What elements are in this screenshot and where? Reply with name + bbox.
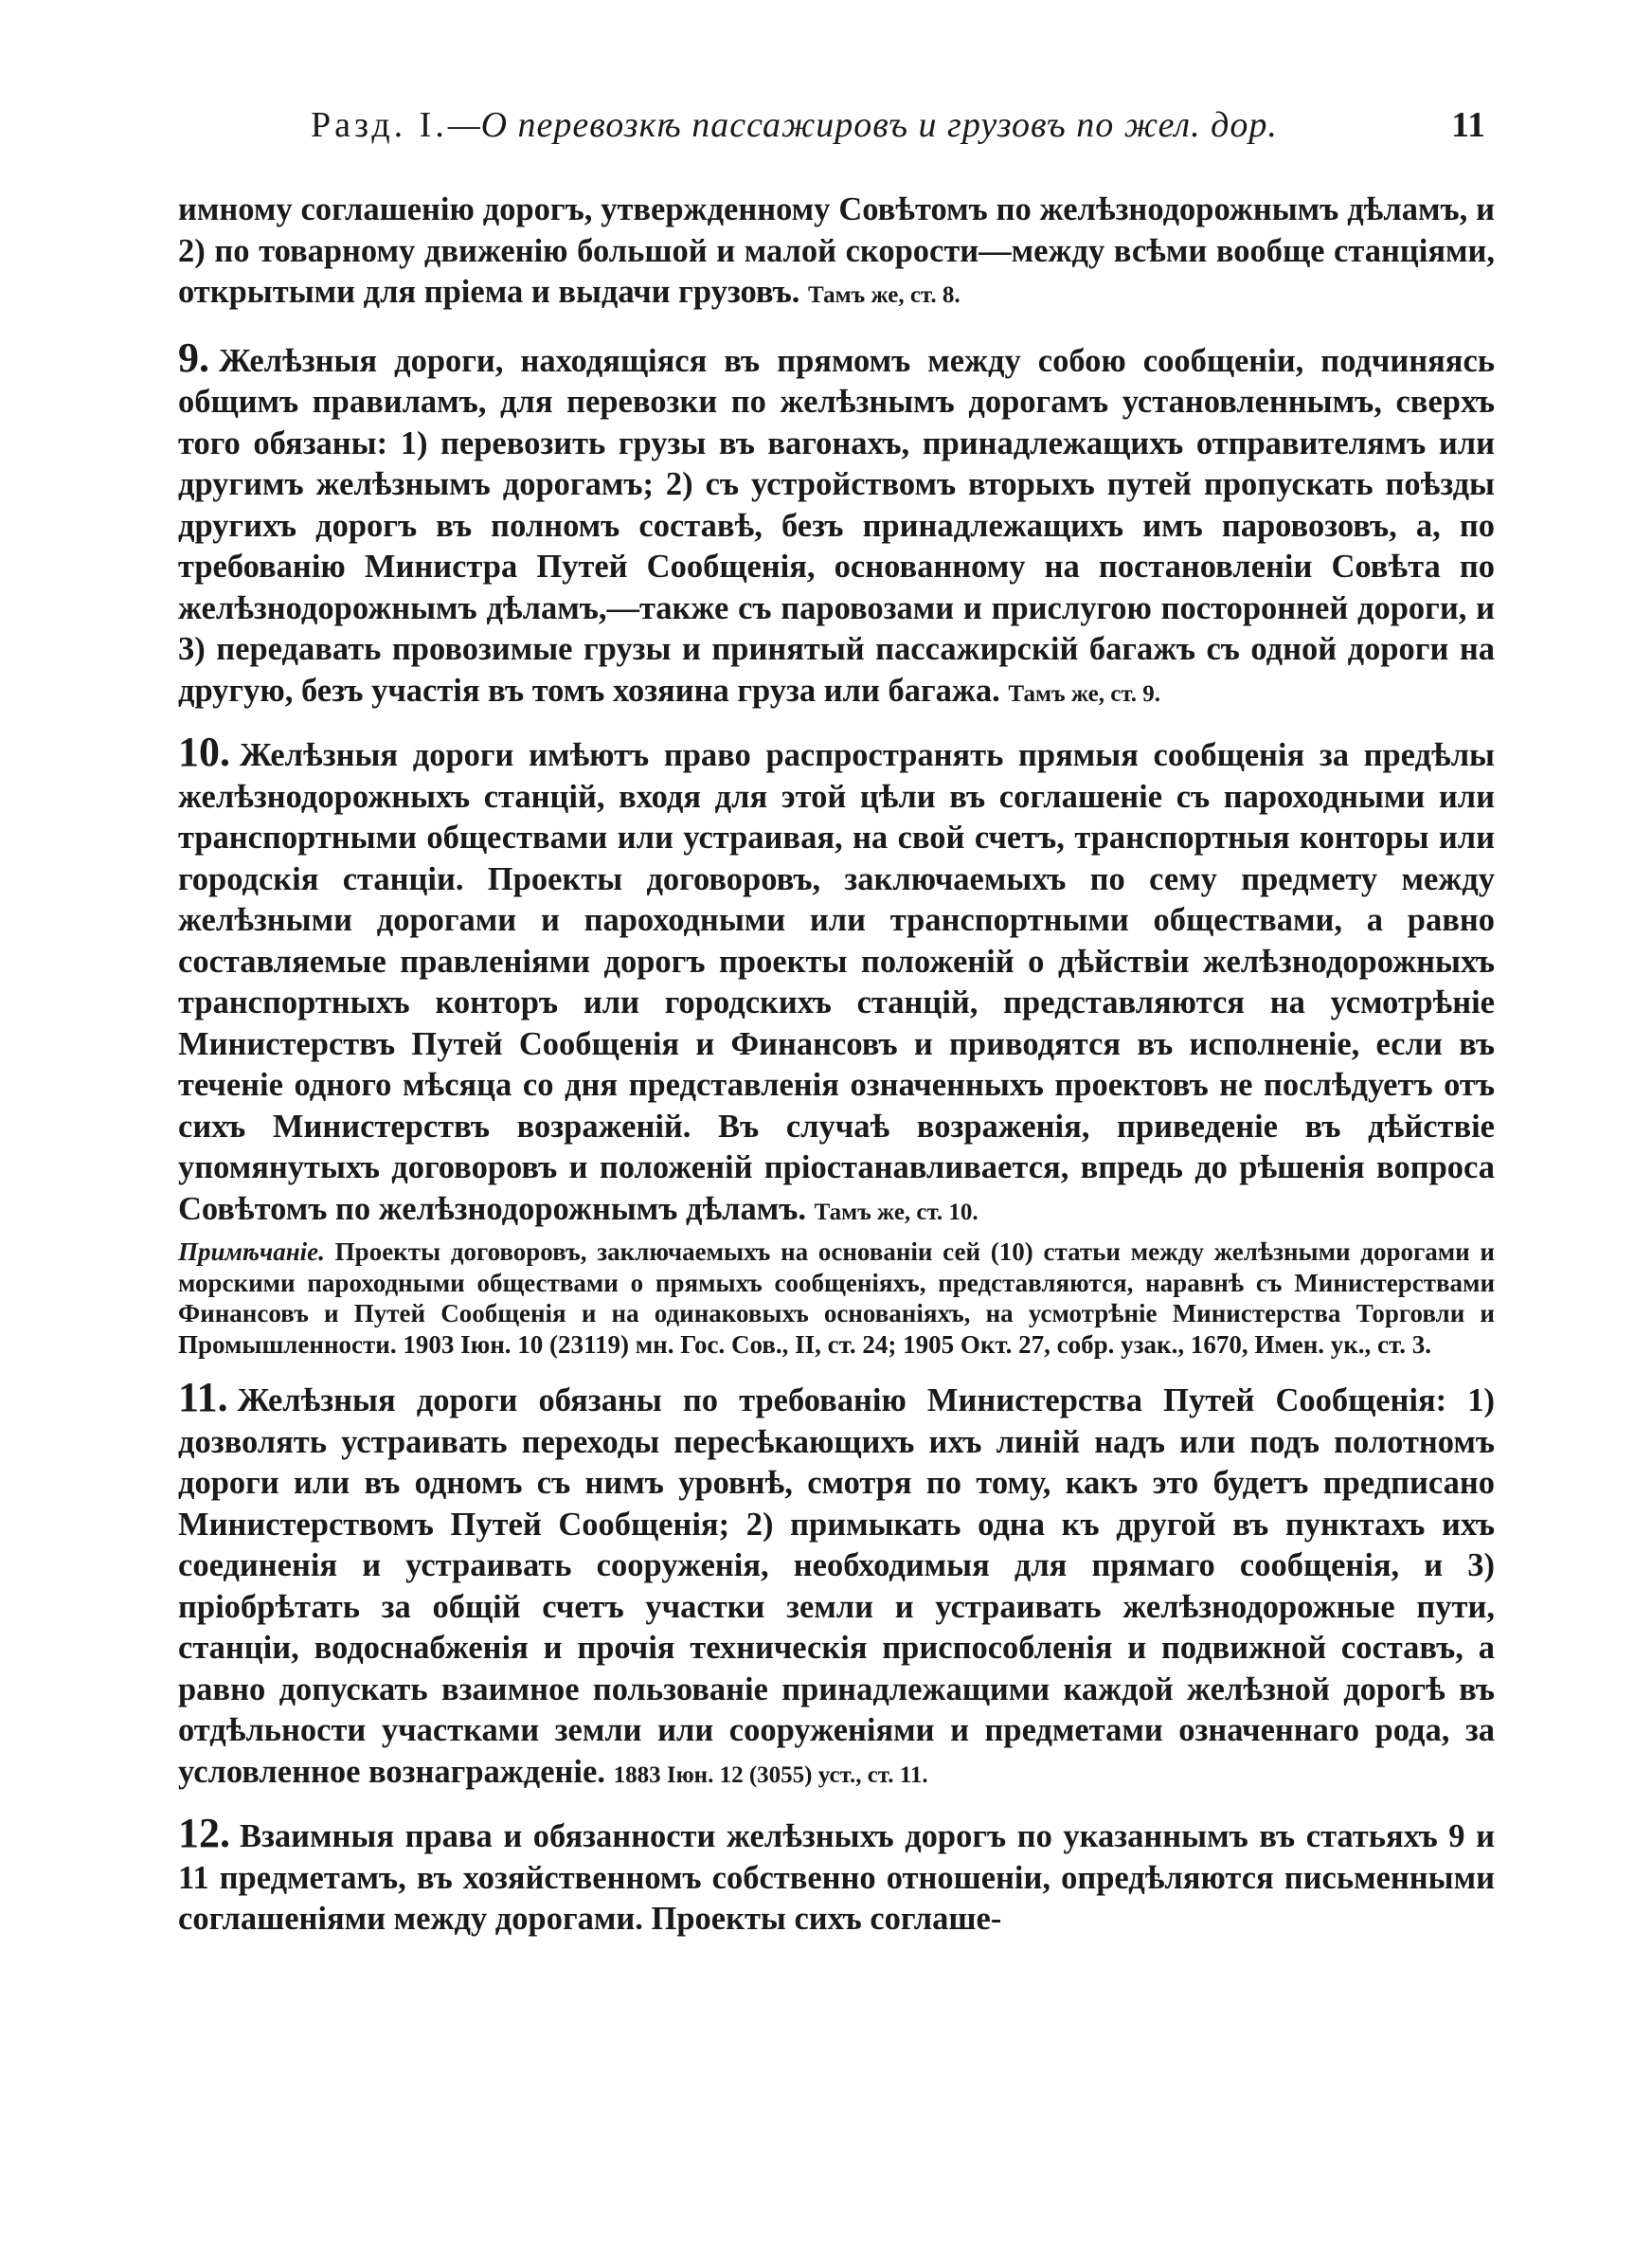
article-number: 12. [178, 1810, 230, 1856]
article-number: 9. [178, 334, 209, 381]
source-citation: Тамъ же, ст. 10. [814, 1199, 979, 1225]
article-number: 10. [178, 729, 230, 775]
note-text: Проекты договоровъ, заключаемыхъ на основаніи сей (10) статьи между желѣзными дорогами и морскими пароходными обществами о прямыхъ сообщеніяхъ, представляются, наравнѣ съ Министерствами Финансовъ и Путей Сообщенія и на одинаковыхъ основаніяхъ, на усмотрѣніе Министерства Торговли и Промышленности. 1903 Іюн. 10 (23119) мн. Гос. Сов., II, ст. 24; 1905 Окт. 27, собр. узак., 1670, Имен. ук., ст. 3. [178, 1237, 1495, 1359]
running-head [311, 104, 1278, 146]
section-label: Разд. I. [311, 105, 448, 145]
page-body [178, 190, 1495, 1941]
article-number: 11. [178, 1374, 228, 1420]
article-10 [178, 731, 1495, 1360]
article-note [178, 1237, 1495, 1360]
source-citation: Тамъ же, ст. 8. [808, 282, 961, 308]
article-text: Взаимныя права и обязанности желѣзныхъ дорогъ по указаннымъ въ статьяхъ 9 и 11 предметамъ, въ хозяйственномъ собственно отношеніи, опредѣляются письменными соглашеніями между дорогами. Проекты сихъ соглаше- [178, 1818, 1495, 1937]
article-12 [178, 1810, 1495, 1941]
article-paragraph [178, 731, 1495, 1233]
source-citation: 1883 Іюн. 12 (3055) уст., ст. 11. [613, 1761, 928, 1788]
book-page [178, 104, 1495, 1958]
continued-paragraph [178, 190, 1495, 316]
section-title: —О перевозкѣ пассажировъ и грузовъ по жел. дор. [447, 105, 1278, 145]
article-9 [178, 334, 1495, 715]
article-text: Желѣзныя дороги имѣютъ право распространять прямыя сообщенія за предѣлы желѣзнодорожныхъ станцій, входя для этой цѣли въ соглашеніе съ пароходными или транспортными обществами или устраивая, на свой счетъ, транспортныя конторы или городскія станціи. Проекты договоровъ, заключаемыхъ по сему предмету между желѣзными дорогами и пароходными или транспортными обществами, а равно составляемые правленіями дорогъ проекты положеній о дѣйствіи желѣзнодорожныхъ транспортныхъ конторъ или городскихъ станцій, представляются на усмотрѣніе Министерствъ Путей Сообщенія и Финансовъ и приводятся въ исполненіе, если въ теченіе одного мѣсяца со дня представленія означенныхъ проектовъ не послѣдуетъ отъ сихъ Министерствъ возраженій. Въ случаѣ возраженія, приведеніе въ дѣйствіе упомянутыхъ договоровъ и положеній пріостанавливается, впредь до рѣшенія вопроса Совѣтомъ по желѣзнодорожнымъ дѣламъ. [178, 737, 1495, 1227]
article-paragraph [178, 1374, 1495, 1796]
page-header [178, 104, 1495, 161]
note-label: Примѣчаніе. [178, 1237, 325, 1266]
article-text: Желѣзныя дороги обязаны по требованію Министерства Путей Сообщенія: 1) дозволять устраивать переходы пересѣкающихъ ихъ линій надъ или подъ полотномъ дороги или въ одномъ съ нимъ уровнѣ, смотря по тому, какъ это будетъ предписано Министерствомъ Путей Сообщенія; 2) примыкать одна къ другой въ пунктахъ ихъ соединенія и устраивать сооруженія, необходимыя для прямаго сообщенія, и 3) пріобрѣтать за общій счетъ участки земли и устраивать желѣзнодорожные пути, станціи, водоснабженія и прочія техническія приспособленія и подвижной составъ, а равно допускать взаимное пользованіе принадлежащими каждой желѣзной дорогѣ въ отдѣльности участками земли или сооруженіями и предметами означеннаго рода, за условленное вознагражденіе. [178, 1382, 1495, 1790]
article-paragraph [178, 1810, 1495, 1941]
paragraph-text: имному соглашенію дорогъ, утвержденному Совѣтомъ по желѣзнодорожнымъ дѣламъ, и 2) по товарному движенію большой и малой скорости—между всѣми вообще станціями, открытыми для пріема и выдачи грузовъ. [178, 191, 1495, 310]
article-paragraph [178, 334, 1495, 715]
article-11 [178, 1374, 1495, 1796]
article-text: Желѣзныя дороги, находящіяся въ прямомъ между собою сообщеніи, подчиняясь общимъ правиламъ, для перевозки по желѣзнымъ дорогамъ установленнымъ, сверхъ того обязаны: 1) перевозить грузы въ вагонахъ, принадлежащихъ отправителямъ или другимъ желѣзнымъ дорогамъ; 2) съ устройствомъ вторыхъ путей пропускать поѣзды другихъ дорогъ въ полномъ составѣ, безъ принадлежащихъ имъ паровозовъ, а, по требованію Министра Путей Сообщенія, основанному на постановленіи Совѣта по желѣзнодорожнымъ дѣламъ,—также съ паровозами и прислугою посторонней дороги, и 3) передавать провозимые грузы и принятый пассажирскій багажъ съ одной дороги на другую, безъ участія въ томъ хозяина груза или багажа. [178, 342, 1495, 709]
page-number: 11 [1451, 105, 1485, 145]
source-citation: Тамъ же, ст. 9. [1008, 680, 1160, 707]
